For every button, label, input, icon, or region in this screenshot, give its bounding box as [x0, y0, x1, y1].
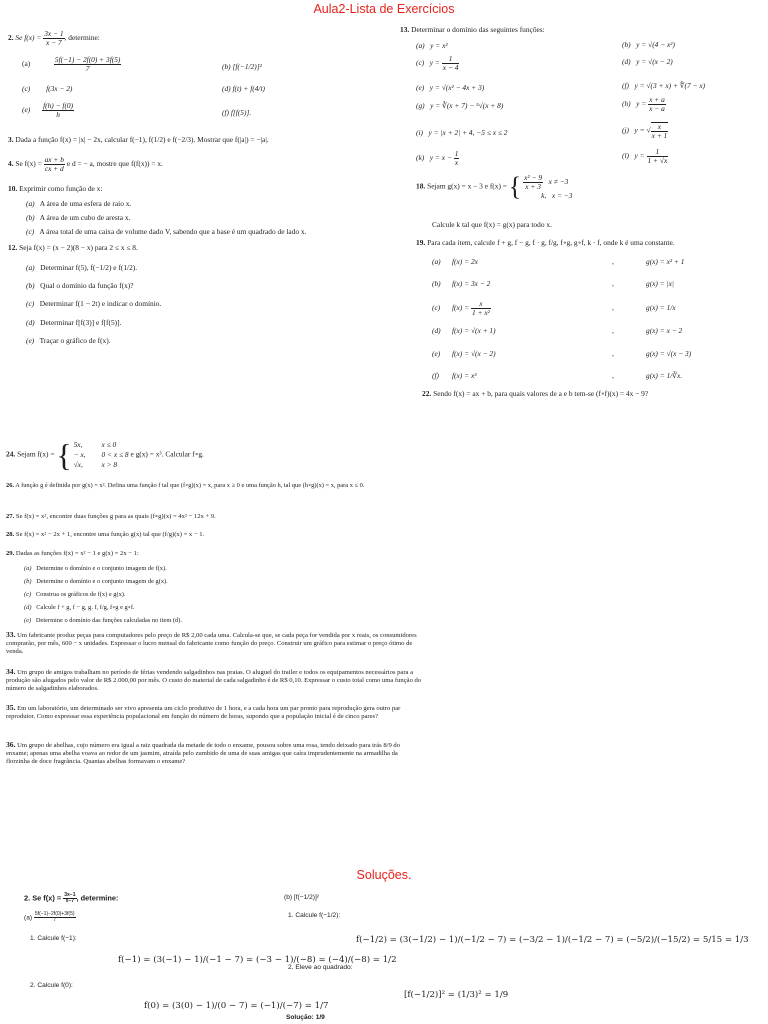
q29-text: Dadas as funções f(x) = x² − 1 e g(x) = 2x − 1: [15, 550, 139, 557]
q19-row-g: g(x) = √(x − 3) [646, 349, 692, 358]
q13-k-pre: y = x − [429, 152, 452, 162]
q2-f-text: f[f(5)]. [230, 108, 252, 117]
q2-e-fraction [42, 102, 74, 119]
q13-c-num: 1 [442, 55, 460, 64]
q29-e-label: (e) [24, 617, 32, 624]
q19-row-f-pre: f(x) = [452, 302, 470, 312]
q2-heading [8, 30, 100, 47]
q4-num: ax + b [44, 155, 64, 164]
q13-k-num: 1 [454, 149, 459, 158]
q19-row [432, 257, 684, 266]
q12-d-label: (d) [26, 318, 35, 327]
q13-item-f [622, 81, 705, 90]
q29-item-e [24, 617, 182, 625]
q13-text: Determinar o domínio das seguintes funções: [411, 25, 545, 34]
sol-a-num: 5f(−1)−2f(0)+3f(5) [34, 911, 75, 917]
sol-answer-value: 1/9 [315, 1014, 325, 1021]
q29-d-label: (d) [24, 604, 32, 611]
q13-b-text: y = √(4 − x²) [636, 40, 675, 49]
sol-answer-label: Solução: [286, 1014, 314, 1021]
q29-item-b [24, 578, 168, 586]
q10-item-c [26, 227, 306, 236]
q13-e-text: y = √(x² − 4x + 3) [429, 83, 485, 92]
q29-item-c [24, 591, 126, 599]
q13-g-label: (g) [416, 101, 425, 110]
q10-item-b [26, 213, 130, 222]
q29-item-a [24, 565, 167, 573]
q13-c-den: x − 4 [442, 62, 459, 72]
q19-row-f: f(x) = x³ [452, 371, 477, 380]
q18-ask: Calcule k tal que f(x) = g(x) para todo x. [432, 220, 552, 229]
q3 [8, 135, 269, 144]
q12-b-text: Qual o domínio da função f(x)? [40, 281, 134, 290]
q4-pre: Se f(x) = [15, 158, 42, 168]
q13-c-fraction [442, 55, 460, 72]
q10-item-a [26, 199, 131, 208]
sol-a-fraction [34, 912, 76, 924]
q13-item-h [622, 96, 666, 113]
q19-row-f-den: 1 + x² [471, 307, 490, 317]
sol-answer [286, 1014, 325, 1022]
q12-item-e [26, 336, 111, 345]
q2-e-label: (e) [22, 104, 31, 114]
q26-text: A função g é definida por g(x) = x². Defina uma função f tal que (f∘g)(x) = x, para x ≥ 0 e uma função h, tal que (h∘g)(x) = x, para x ≤ 0. [15, 482, 365, 489]
q13-item-g [416, 101, 503, 110]
q13-number: 13. [400, 25, 410, 34]
q2-c-label: (c) [22, 84, 31, 93]
q13-item-l [622, 148, 668, 165]
sol-item-b: (b) [f(−1/2)]² [284, 894, 319, 901]
q13-d-label: (d) [622, 57, 631, 66]
q2-b-text: [f(−1/2)]² [232, 62, 262, 71]
sol-eq-1: f(−1) = (3(−1) − 1)/(−1 − 7) = (−3 − 1)/(−8) = (−4)/(−8) = 1/2 [118, 955, 397, 965]
q2-item-b [222, 62, 262, 71]
q19-row-label: (d) [432, 326, 441, 335]
q13-j-label: (j) [622, 125, 629, 135]
q24-number: 24. [6, 449, 16, 459]
q19-row-f-num: x [471, 300, 491, 309]
q24-post: e g(x) = x³. Calcular f∘g. [130, 449, 204, 459]
q24-case-1 [74, 440, 129, 450]
sol-title-pre: 2. Se f(x) = [24, 893, 62, 903]
q2-a-num: 5f(−1) − 2f(0) + 3f(5) [54, 55, 121, 64]
q2-e-den: h [56, 109, 60, 119]
q22-number: 22. [422, 389, 432, 398]
q19-row-f [452, 300, 612, 317]
q13-k-fraction [454, 150, 460, 167]
q34 [6, 667, 422, 694]
q4-fraction [44, 156, 65, 173]
q19-number: 19. [416, 238, 426, 247]
q2-a-den: 7 [85, 63, 90, 73]
q13-item-k [416, 150, 459, 167]
q19-row-f: f(x) = √(x + 1) [452, 326, 496, 335]
q18-number: 18. [416, 181, 426, 191]
q19-row-f: f(x) = √(x − 2) [452, 349, 496, 358]
q24-cases [74, 440, 129, 470]
q2-f-label: (f) [222, 108, 229, 117]
q36-text: Um grupo de abelhas, cujo número era igual a raiz quadrada da metade de todo o enxame, pousou sobre uma rosa, tendo deixado para trás 8/9 do enxame; apenas uma abelha voava ao redor de um jasmim, atraída pelo zumbido de uma de suas amigas que caíra imprudentemente na armadilha da florzinha de doce fragrância. Quantas abelhas formavam o enxame? [6, 742, 401, 766]
q12-a-text: Determinar f(5), f(−1/2) e f(1/2). [40, 263, 138, 272]
sol-step-b1: 1. Calcule f(−1/2): [288, 912, 341, 919]
q13-item-i [416, 128, 507, 137]
q29-c-label: (c) [24, 591, 32, 598]
q13-k-label: (k) [416, 152, 425, 162]
q18-case-2-val: k, [541, 190, 547, 200]
q12-c-text: Determinar f(1 − 2t) e indicar o domínio. [39, 299, 162, 308]
q35-number: 35. [6, 703, 16, 712]
q13-f-label: (f) [622, 81, 629, 90]
q19-row-f-fraction [471, 300, 491, 317]
q12-a-label: (a) [26, 263, 35, 272]
q18-case-1-num: x² − 9 [524, 173, 543, 183]
q2-item-f [222, 108, 251, 117]
q2-item-e [22, 102, 74, 119]
q29-number: 29. [6, 550, 15, 557]
q2-item-c [22, 84, 72, 93]
q29-d-text: Calcule f + g, f − g, g. f, f/g, f∘g e g∘f. [36, 604, 135, 611]
q19-row-g: g(x) = x − 2 [646, 326, 683, 335]
q10-c-text: A área total de uma caixa de volume dado V, sabendo que a base é um quadrado de lado x. [39, 227, 307, 236]
sol-a-den: 7 [53, 917, 57, 924]
q29-heading [6, 550, 139, 558]
sol-step-1: 1. Calcule f(−1): [30, 935, 77, 942]
q19-row-separator: , [612, 349, 614, 358]
sol-title-fraction [63, 893, 76, 905]
q2-text: Se f(x) = [15, 32, 42, 42]
q19-row [432, 279, 674, 288]
q19-row-g: g(x) = x² + 1 [646, 257, 685, 266]
q29-b-label: (b) [24, 578, 32, 585]
q13-i-label: (i) [416, 128, 423, 137]
q13-l-label: (l) [622, 150, 629, 160]
q27-number: 27. [6, 513, 15, 520]
q19-row-separator: , [612, 302, 614, 312]
q13-d-text: y = √(x − 2) [636, 57, 673, 66]
q19-row-label: (e) [432, 349, 441, 358]
q13-h-label: (h) [622, 98, 631, 108]
q24-brace: { [56, 437, 72, 473]
q24 [6, 439, 204, 471]
q34-number: 34. [6, 667, 16, 676]
q19-row-separator: , [612, 326, 614, 335]
q4 [8, 156, 163, 173]
q10-a-text: A área de uma esfera de raio x. [39, 199, 132, 208]
solutions-title: Soluções. [356, 868, 412, 882]
q19-row-separator: , [612, 279, 614, 288]
q2-e-num: f(h) − f(0) [43, 101, 74, 110]
q28 [6, 531, 204, 539]
q13-item-c [416, 55, 459, 72]
q13-j-den: x + 1 [651, 130, 668, 140]
q13-k-den: x [454, 157, 459, 167]
q12-item-b [26, 281, 134, 290]
q29-c-text: Construa os gráficos de f(x) e g(x). [35, 591, 126, 598]
sol-eq-2: f(0) = (3(0) − 1)/(0 − 7) = (−1)/(−7) = 1/7 [144, 1001, 329, 1011]
q4-post: e d = − a, mostre que f(f(x)) = x. [66, 158, 163, 168]
q13-h-fraction [648, 96, 666, 113]
q2-a-fraction [54, 56, 121, 73]
q35 [6, 703, 422, 721]
q19-row-label: (b) [432, 279, 441, 288]
page-title: Aula2-Lista de Exercícios [313, 2, 455, 16]
q24-case-1-cond: x ≤ 0 [101, 440, 117, 450]
q29-a-text: Determine o domínio e o conjunto imagem de f(x). [36, 565, 167, 572]
q28-number: 28. [6, 531, 15, 538]
sol-step-b2: 2. Eleve ao quadrado: [288, 964, 353, 971]
q13-a-text: y = x² [430, 41, 448, 50]
q29-item-d [24, 604, 135, 612]
q2-item-d [222, 84, 265, 93]
q29-e-text: Determine o domínio das funções calculadas no item (d). [35, 617, 182, 624]
q13-i-text: y = |x + 2| + 4, −5 ≤ x ≤ 2 [428, 128, 508, 137]
q13-l-num: 1 [647, 148, 669, 157]
q13-j-pre: y = √ [634, 125, 651, 135]
q10-number: 10. [8, 184, 18, 193]
q2-d-text: f(t) + f(4/t) [232, 84, 265, 93]
q13-h-num: x + a [649, 95, 665, 104]
q13-c-label: (c) [416, 57, 425, 67]
q19-row [432, 371, 682, 380]
q19-row-separator: , [612, 257, 614, 266]
q19-row-f: f(x) = 3x − 2 [452, 279, 491, 288]
q35-text: Em um laboratório, um determinado ser vivo apresenta um ciclo produtivo de 1 hora, e a cada hora um par pronto para reprodução gera outro par reprodutor. Como expressar essa experiência populacional em função do número de horas, supondo que a população inicial é de cinco pares? [6, 705, 401, 721]
q33 [6, 630, 422, 657]
q33-text: Um fabricante produz peças para computadores pelo preço de R$ 2,00 cada uma. Calcula-se que, se cada peça for vendida por x reais, os consumidores comprarão, por mês, 600 − x unidades. Expressar o lucro mensal do fabricante como função do preço. Construir um gráfico para estimar o preço ótimo de venda. [6, 632, 417, 656]
q12-d-text: Determinar f[f(3)] e f[f(5)]. [40, 318, 122, 327]
q24-case-3 [74, 460, 129, 470]
q36-number: 36. [6, 740, 16, 749]
q24-pre: Sejam f(x) = [17, 449, 55, 459]
q13-f-text: y = √(3 + x) + ∜(7 − x) [634, 81, 706, 90]
q2-fraction-num: 3x − 1 [44, 29, 64, 38]
q13-item-a [416, 41, 448, 50]
q24-case-3-val: √x, [73, 459, 83, 469]
q18-case-1-fraction [523, 174, 543, 191]
q12-item-c [26, 299, 161, 308]
q12-e-label: (e) [26, 336, 35, 345]
q34-text: Um grupo de amigos trabalham no período de férias vendendo salgadinhos nas praias. O aluguel do trailer e todos os equipamentos necessários para a produção são alugados pelo valor de R$ 2.000,00 por mês. O custo do material de cada salgadinho é de R$ 0,10. Expressar o custo total como uma função do número de salgadinhos elaborados. [6, 669, 422, 693]
q26-number: 26. [6, 482, 14, 489]
q19-row-label: (c) [432, 302, 441, 312]
q10-heading [8, 184, 102, 193]
q13-l-pre: y = [634, 150, 645, 160]
q2-c-text: f(3x − 2) [46, 84, 73, 93]
q19-row-label: (f) [432, 371, 439, 380]
q19-row [432, 349, 691, 358]
sol-title-den: x−7 [65, 898, 75, 905]
q19-row [432, 326, 682, 335]
q22 [422, 389, 648, 398]
q19-heading [416, 238, 675, 247]
q12-c-label: (c) [26, 299, 35, 308]
q19-row-g: g(x) = |x| [646, 279, 674, 288]
q3-text: Dada a função f(x) = |x| − 2x, calcular f(−1), f(1/2) e f(−2/3). Mostrar que f(|a|) = −|a|. [15, 135, 269, 144]
q18-case-2 [523, 191, 572, 200]
sol-title-num: 3x−1 [64, 892, 76, 898]
sol-eq-b2: [f(−1/2)]² = (1/3)² = 1/9 [404, 990, 509, 1000]
q13-l-fraction [647, 148, 669, 165]
q13-a-label: (a) [416, 41, 425, 50]
q13-item-e [416, 83, 484, 92]
q10-b-label: (b) [26, 213, 35, 222]
q4-number: 4. [8, 158, 14, 168]
q18-brace: { [508, 172, 522, 201]
q13-h-den: x − a [649, 103, 665, 113]
q27-text: Se f(x) = x², encontre duas funções g para as quais (f∘g)(x) = 4x² − 12x + 9. [15, 513, 216, 520]
q4-den: cx + d [44, 163, 64, 173]
q2-fraction [43, 30, 64, 47]
q13-h-pre: y = [636, 98, 647, 108]
sol-step-2: 2. Calcule f(0): [30, 982, 73, 989]
q2-fraction-den: x − 7 [46, 37, 62, 47]
q12-heading [8, 243, 138, 252]
q13-j-num: x [651, 123, 669, 132]
sol-item-a [24, 912, 76, 924]
q19-row [432, 300, 676, 317]
q26 [6, 482, 406, 490]
q24-case-1-val: 5x, [73, 440, 83, 450]
q13-b-label: (b) [622, 40, 631, 49]
q2-tail: , determine: [64, 32, 100, 42]
q18-pre: Sejam g(x) = x − 3 e f(x) = [427, 181, 507, 191]
q13-g-text: y = ∛(x + 7) − ⁵√(x + 8) [430, 101, 504, 110]
q13-j-fraction [651, 122, 669, 140]
q18-case-1-den: x + 3 [525, 181, 541, 191]
q18-case-2-cond: x = −3 [551, 190, 573, 200]
q3-number: 3. [8, 135, 14, 144]
q19-row-separator: , [612, 371, 614, 380]
q2-a-label: (a) [22, 58, 31, 68]
q19-row-g: g(x) = 1/x [646, 302, 676, 312]
q19-row-g: g(x) = 1/∛x. [646, 371, 683, 380]
q2-item-a [22, 56, 121, 73]
q12-item-a [26, 263, 137, 272]
q18-heading [416, 174, 572, 200]
q18-case-1 [523, 174, 572, 191]
q13-e-label: (e) [416, 83, 425, 92]
q13-item-j [622, 122, 668, 140]
q10-c-label: (c) [26, 227, 35, 236]
sol-eq-b1: f(−1/2) = (3(−1/2) − 1)/(−1/2 − 7) = (−3/2 − 1)/(−1/2 − 7) = (−5/2)/(−15/2) = 5/15 = 1/3 [356, 935, 749, 945]
q19-row-label: (a) [432, 257, 441, 266]
sol-a-label: (a) [24, 914, 33, 922]
q22-text: Sendo f(x) = ax + b, para quais valores de a e b tem-se (f∘f)(x) = 4x − 9? [433, 389, 649, 398]
q13-heading [400, 25, 545, 34]
q33-number: 33. [6, 630, 16, 639]
q18-case-1-cond: x ≠ −3 [548, 177, 569, 187]
q24-case-2-val: − x, [73, 450, 86, 459]
q13-item-d [622, 57, 673, 66]
q24-case-2-cond: 0 < x ≤ 8 [101, 450, 129, 459]
q12-b-label: (b) [26, 281, 35, 290]
q12-item-d [26, 318, 121, 327]
sol-q2-title [24, 893, 118, 905]
q28-text: Se f(x) = x² − 2x + 1, encontre uma função g(x) tal que (f/g)(x) = x − 1. [15, 531, 205, 538]
q12-text: Seja f(x) = (x − 2)(8 − x) para 2 ≤ x ≤ 8. [19, 243, 138, 252]
q18-cases [523, 174, 572, 200]
q2-d-label: (d) [222, 84, 231, 93]
q2-number: 2. [8, 32, 14, 42]
q27 [6, 513, 216, 521]
q19-row-f: f(x) = 2x [452, 257, 478, 266]
q13-c-pre: y = [429, 57, 440, 67]
q12-number: 12. [8, 243, 18, 252]
q10-a-label: (a) [26, 199, 35, 208]
q2-b-label: (b) [222, 62, 231, 71]
q19-text: Para cada item, calcule f + g, f − g, f · g, f/g, f∘g, g∘f, k · f, onde k é uma constante. [427, 238, 675, 247]
q12-e-text: Traçar o gráfico de f(x). [39, 336, 111, 345]
q13-item-b [622, 40, 675, 49]
q24-case-3-cond: x > 8 [101, 459, 118, 469]
q24-case-2 [74, 450, 129, 460]
q29-b-text: Determine o domínio e o conjunto imagem de g(x). [36, 578, 168, 585]
q29-a-label: (a) [24, 565, 32, 572]
q10-b-text: A área de um cubo de aresta x. [39, 213, 131, 222]
q13-l-den: 1 + √x [647, 155, 668, 165]
q36 [6, 740, 422, 767]
q10-text: Exprimir como função de x: [19, 184, 103, 193]
sol-title-post: , determine: [76, 893, 119, 903]
